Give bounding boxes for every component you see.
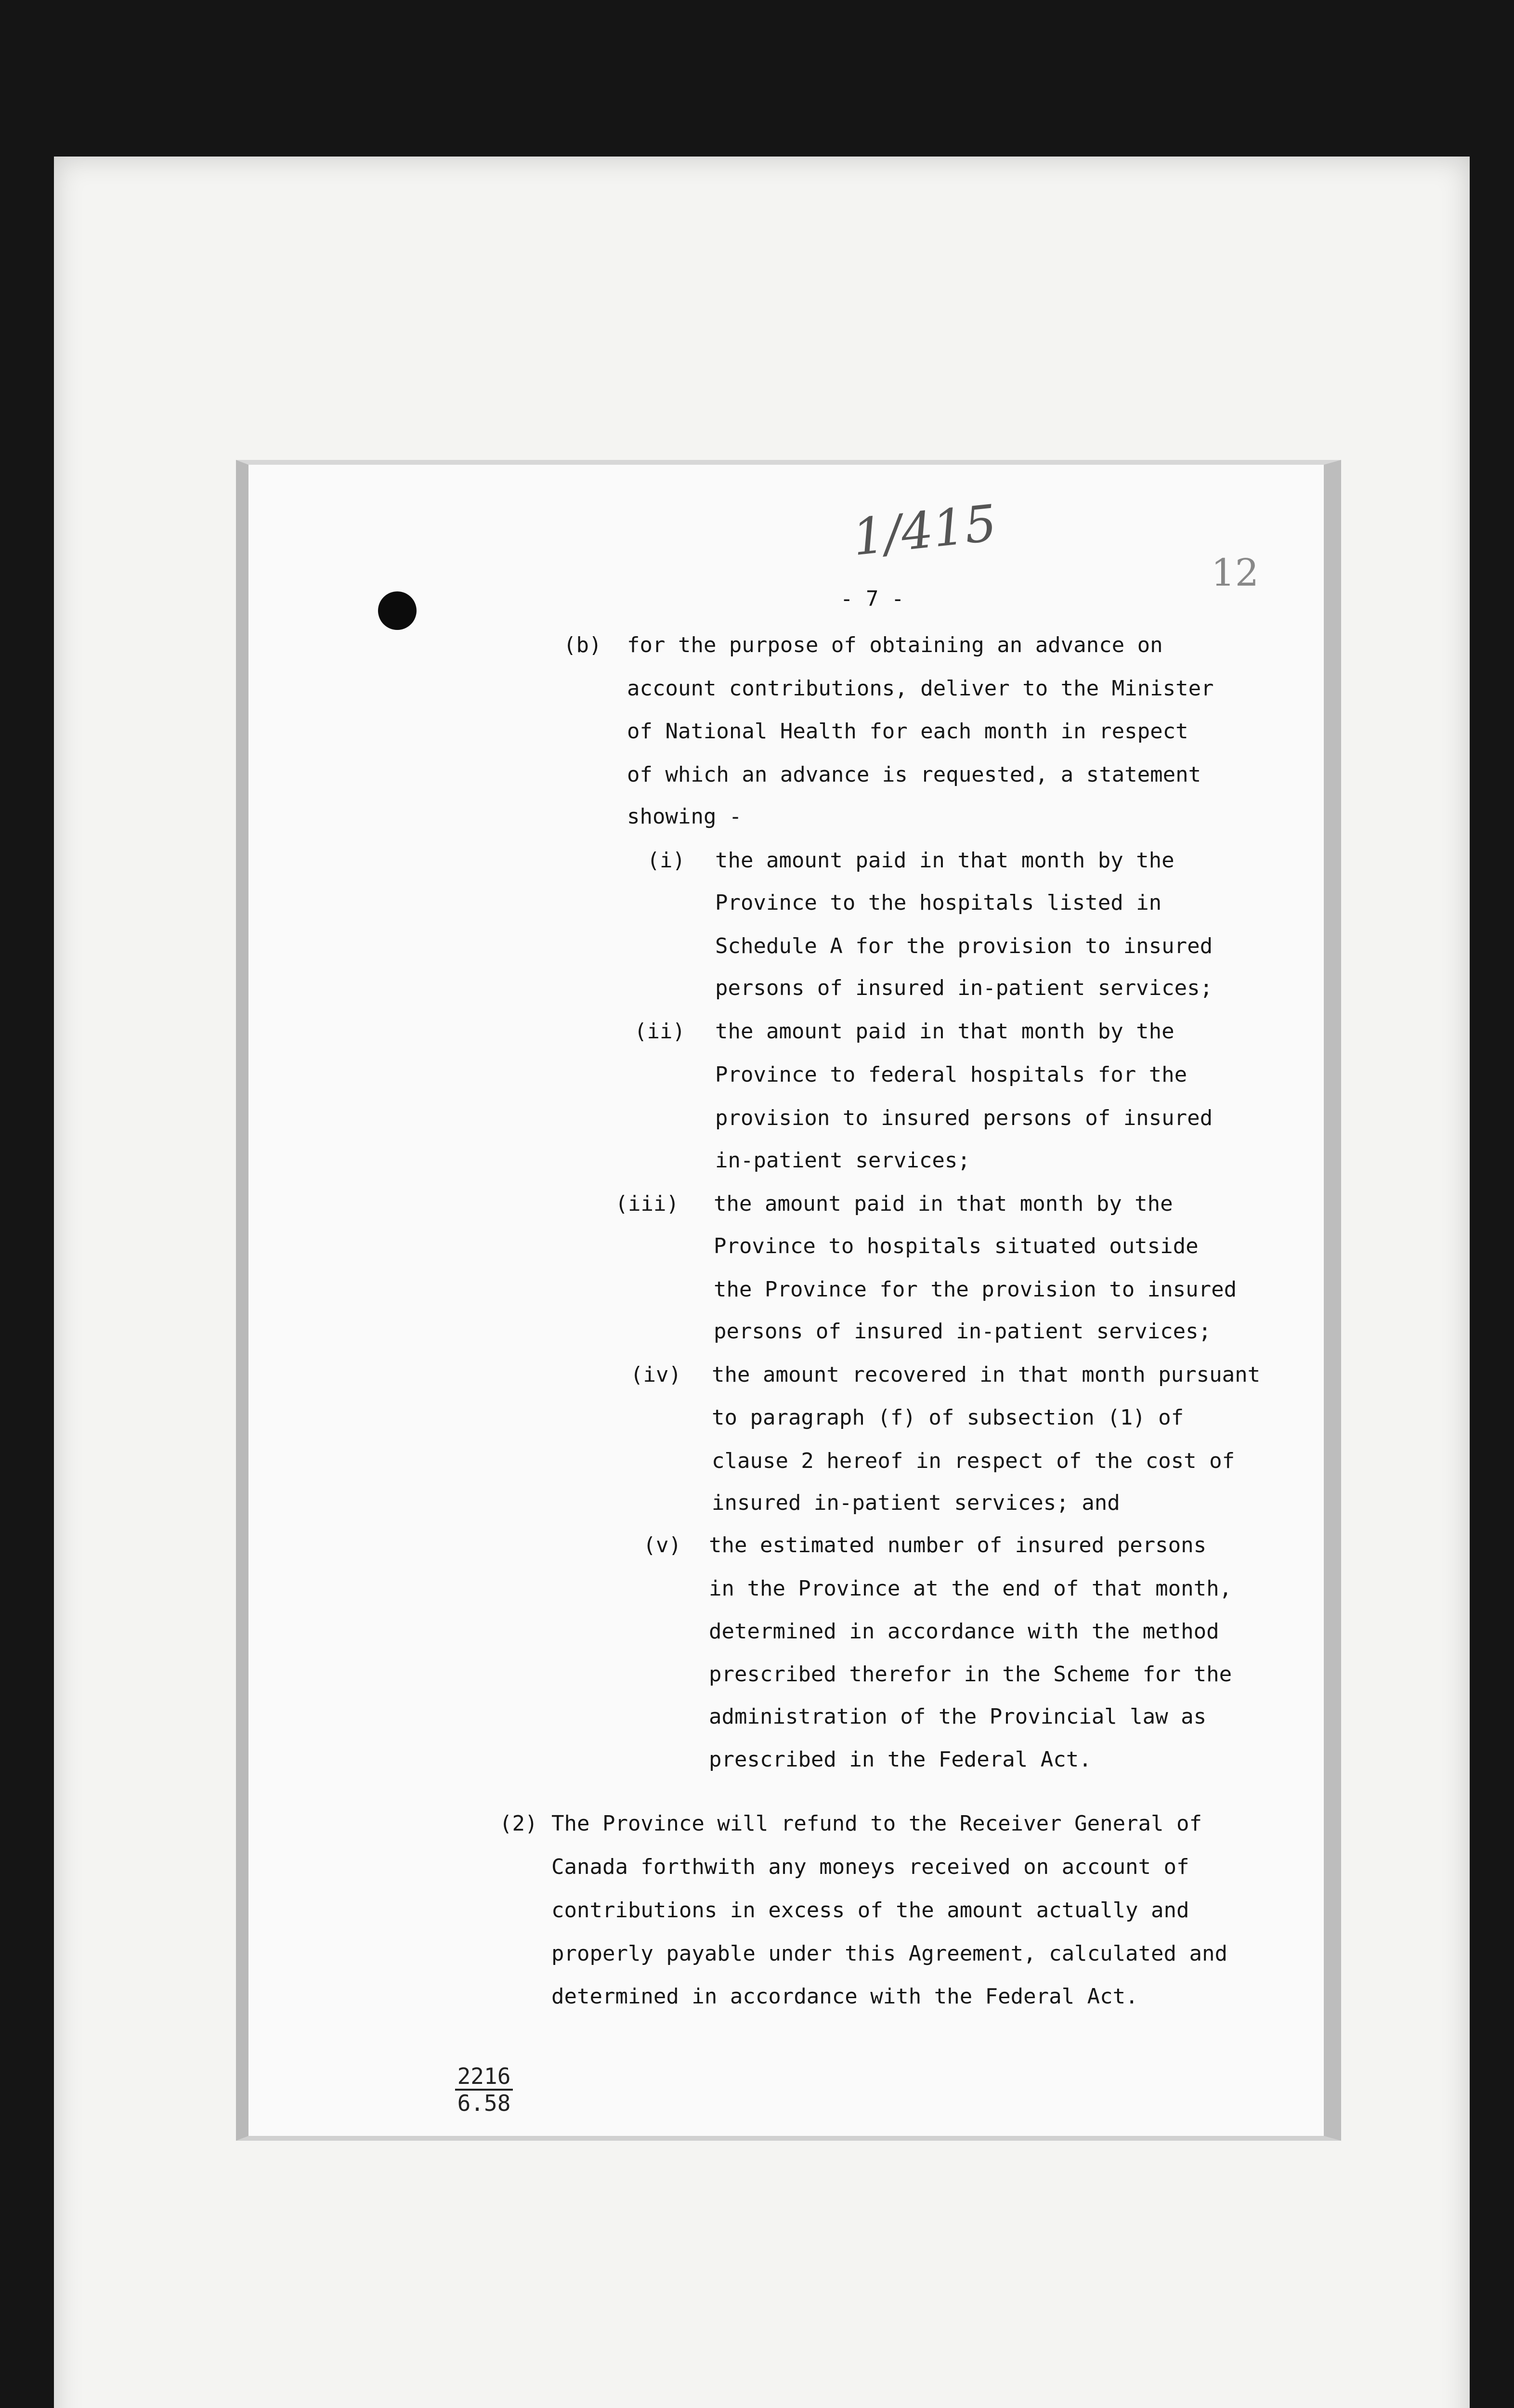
handwritten-folio-mark: 1/415 [849, 493, 1000, 567]
clause-2-line: determined in accordance with the Federal Act. [551, 1984, 1138, 2009]
item-v-line: the estimated number of insured persons [709, 1533, 1207, 1557]
clause-2-line: Canada forthwith any moneys received on account of [551, 1855, 1189, 1879]
item-i-label: (i) [647, 848, 685, 873]
clause-2-line: properly payable under this Agreement, calculated and [551, 1941, 1227, 1966]
clause-b-line: of which an advance is requested, a statement [627, 762, 1201, 787]
item-v-line: administration of the Provincial law as [709, 1704, 1207, 1729]
item-ii-label: (ii) [634, 1019, 685, 1044]
corner-page-number: 12 [1211, 551, 1259, 595]
item-i-line: the amount paid in that month by the [715, 848, 1175, 873]
item-i-line: Schedule A for the provision to insured [715, 934, 1213, 958]
item-i-line: Province to the hospitals listed in [715, 890, 1162, 915]
clause-b-line: showing - [627, 804, 742, 829]
clause-2-line: contributions in excess of the amount actually and [551, 1898, 1189, 1923]
punch-hole [378, 591, 417, 630]
clause-b-line: of National Health for each month in respect [627, 719, 1188, 744]
item-iii-line: Province to hospitals situated outside [714, 1234, 1199, 1258]
form-code [455, 2064, 513, 2116]
clause-b-label: (b) [563, 633, 602, 657]
item-iv-line: clause 2 hereof in respect of the cost of [712, 1449, 1235, 1473]
item-v-label: (v) [643, 1533, 681, 1557]
page-number: - 7 - [840, 587, 904, 611]
item-iv-line: the amount recovered in that month pursuant [712, 1362, 1261, 1387]
item-v-line: in the Province at the end of that month, [709, 1576, 1232, 1601]
item-v-line: prescribed therefor in the Scheme for the [709, 1662, 1232, 1687]
form-code-number: 2216 [455, 2064, 513, 2091]
item-iv-line: to paragraph (f) of subsection (1) of [712, 1405, 1184, 1430]
item-ii-line: provision to insured persons of insured [715, 1106, 1213, 1130]
item-ii-line: the amount paid in that month by the [715, 1019, 1175, 1044]
item-iii-line: persons of insured in-patient services; [714, 1319, 1212, 1344]
form-code-date: 6.58 [457, 2090, 511, 2116]
item-v-line: determined in accordance with the method [709, 1619, 1219, 1644]
item-iii-label: (iii) [615, 1191, 679, 1216]
item-ii-line: Province to federal hospitals for the [715, 1062, 1188, 1087]
item-v-line: prescribed in the Federal Act. [709, 1747, 1092, 1772]
clause-2-label: (2) [499, 1811, 538, 1836]
item-iv-line: insured in-patient services; and [712, 1491, 1120, 1515]
clause-b-line: for the purpose of obtaining an advance on [627, 633, 1163, 657]
item-ii-line: in-patient services; [715, 1148, 970, 1173]
item-iii-line: the amount paid in that month by the [714, 1191, 1173, 1216]
item-iv-label: (iv) [630, 1362, 681, 1387]
clause-2-line: The Province will refund to the Receiver General of [551, 1811, 1202, 1836]
item-i-line: persons of insured in-patient services; [715, 976, 1213, 1000]
item-iii-line: the Province for the provision to insured [714, 1277, 1237, 1302]
clause-b-line: account contributions, deliver to the Minister [627, 676, 1214, 701]
